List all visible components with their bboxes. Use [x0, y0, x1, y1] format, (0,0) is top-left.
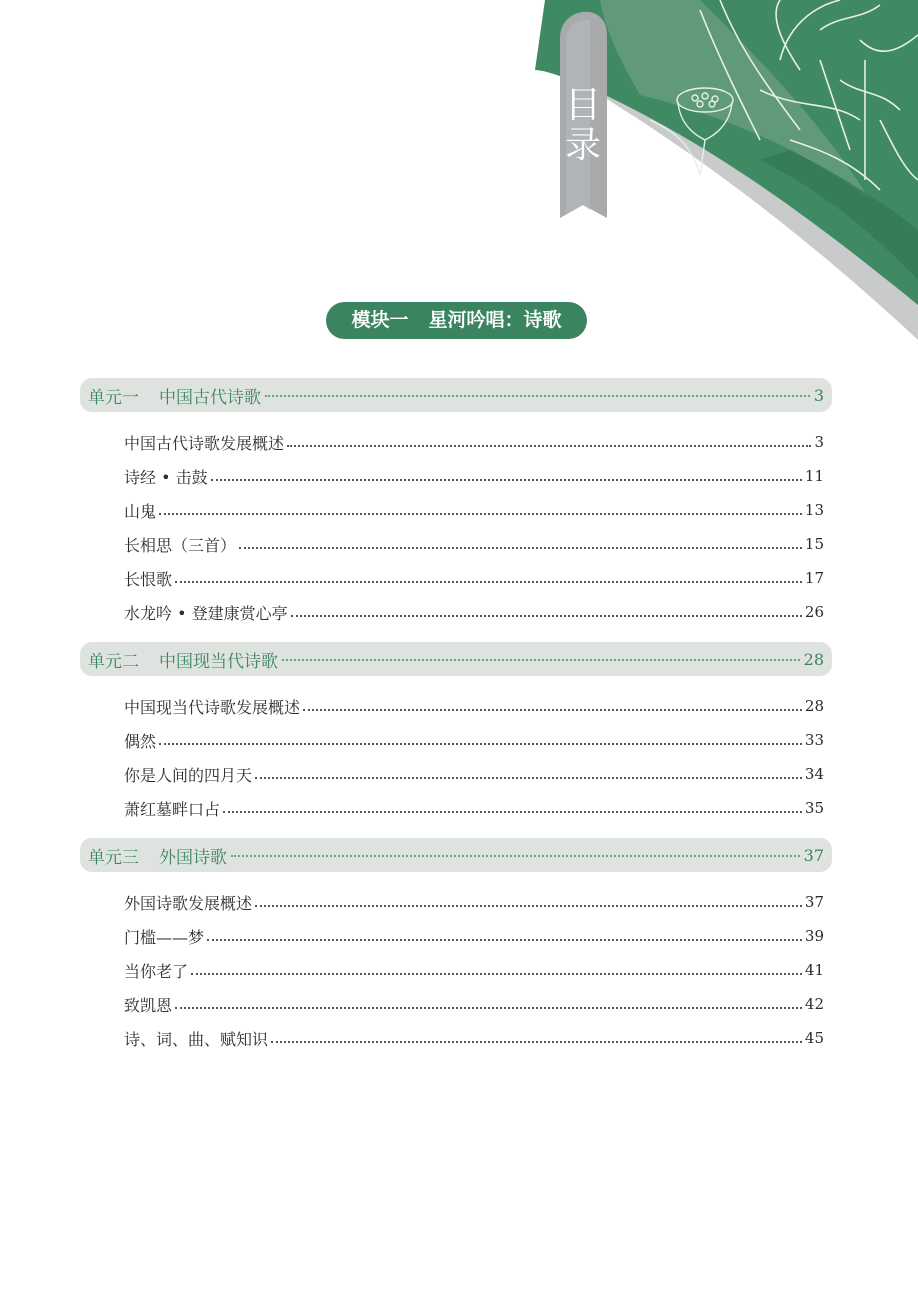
entry-page-number: 41 [804, 961, 824, 979]
unit-page-number: 28 [803, 649, 824, 669]
dot-leader [303, 709, 802, 711]
dot-leader [191, 973, 802, 975]
entry-title: 致凯恩 [124, 995, 173, 1015]
entry-title: 长恨歌 [124, 569, 173, 589]
unit-group [80, 642, 832, 825]
toc-heading [560, 86, 606, 166]
entry-title: 诗、词、曲、赋知识 [124, 1029, 269, 1049]
toc-entry[interactable] [80, 1021, 832, 1055]
unit-heading[interactable] [80, 838, 832, 872]
entry-page-number: 13 [804, 501, 824, 519]
entry-title: 当你老了 [124, 961, 189, 981]
toc-entry[interactable] [80, 689, 832, 723]
toc-entry[interactable] [80, 723, 832, 757]
entry-page-number: 17 [804, 569, 824, 587]
entry-page-number: 37 [804, 893, 824, 911]
unit-heading[interactable] [80, 642, 832, 676]
entry-title: 中国现当代诗歌发展概述 [124, 697, 301, 717]
module-title: 星河吟唱：诗歌 [428, 309, 562, 331]
entry-page-number: 11 [804, 467, 824, 485]
toc-entry[interactable] [80, 425, 832, 459]
entry-title: 长相思（三首） [124, 535, 237, 555]
entry-title: 中国古代诗歌发展概述 [124, 433, 285, 453]
dot-leader [255, 905, 802, 907]
unit-number: 单元三 [88, 847, 139, 868]
entry-title: 外国诗歌发展概述 [124, 893, 253, 913]
unit-group [80, 838, 832, 1055]
table-of-contents [80, 378, 832, 1068]
toc-entry[interactable] [80, 791, 832, 825]
toc-entry[interactable] [80, 757, 832, 791]
toc-entry[interactable] [80, 459, 832, 493]
entry-title: 偶然 [124, 731, 157, 751]
entry-title: 你是人间的四月天 [124, 765, 253, 785]
dot-leader [271, 1041, 802, 1043]
dot-leader [239, 547, 802, 549]
unit-title: 中国古代诗歌 [159, 387, 261, 408]
entry-page-number: 42 [804, 995, 824, 1013]
entry-page-number: 26 [804, 603, 824, 621]
entry-page-number: 28 [804, 697, 824, 715]
toc-entry[interactable] [80, 527, 832, 561]
toc-entry[interactable] [80, 885, 832, 919]
module-number: 模块一 [351, 309, 409, 331]
entry-page-number: 45 [804, 1029, 824, 1047]
dot-leader [287, 445, 811, 447]
toc-entry[interactable] [80, 595, 832, 629]
toc-entry[interactable] [80, 953, 832, 987]
dot-leader [231, 855, 800, 857]
unit-page-number: 3 [813, 385, 824, 405]
toc-entry[interactable] [80, 561, 832, 595]
dot-leader [255, 777, 802, 779]
dot-leader [265, 395, 810, 397]
dot-leader [223, 811, 802, 813]
toc-entry[interactable] [80, 919, 832, 953]
toc-heading-char-2: 录 [564, 125, 601, 166]
toc-entry[interactable] [80, 987, 832, 1021]
entry-page-number: 15 [804, 535, 824, 553]
dot-leader [159, 513, 802, 515]
entry-page-number: 39 [804, 927, 824, 945]
dot-leader [291, 615, 802, 617]
unit-title: 中国现当代诗歌 [159, 651, 278, 672]
unit-page-number: 37 [803, 845, 824, 865]
entry-title: 水龙吟 • 登建康赏心亭 [124, 603, 288, 623]
entry-title: 门槛——梦 [124, 927, 205, 947]
toc-heading-char-1: 目 [564, 85, 601, 126]
module-title-badge [326, 302, 587, 339]
entry-title: 诗经 • 击鼓 [124, 467, 208, 487]
unit-number: 单元一 [88, 387, 139, 408]
entry-page-number: 3 [814, 433, 824, 451]
entry-page-number: 34 [804, 765, 824, 783]
dot-leader [211, 479, 802, 481]
dot-leader [159, 743, 802, 745]
dot-leader [175, 581, 802, 583]
dot-leader [207, 939, 802, 941]
entry-title: 萧红墓畔口占 [124, 799, 221, 819]
unit-heading[interactable] [80, 378, 832, 412]
entry-page-number: 33 [804, 731, 824, 749]
entry-title: 山鬼 [124, 501, 157, 521]
lotus-corner-illustration [0, 0, 918, 345]
entry-page-number: 35 [804, 799, 824, 817]
dot-leader [175, 1007, 802, 1009]
unit-number: 单元二 [88, 651, 139, 672]
toc-entry[interactable] [80, 493, 832, 527]
unit-title: 外国诗歌 [159, 847, 227, 868]
unit-group [80, 378, 832, 629]
dot-leader [282, 659, 800, 661]
